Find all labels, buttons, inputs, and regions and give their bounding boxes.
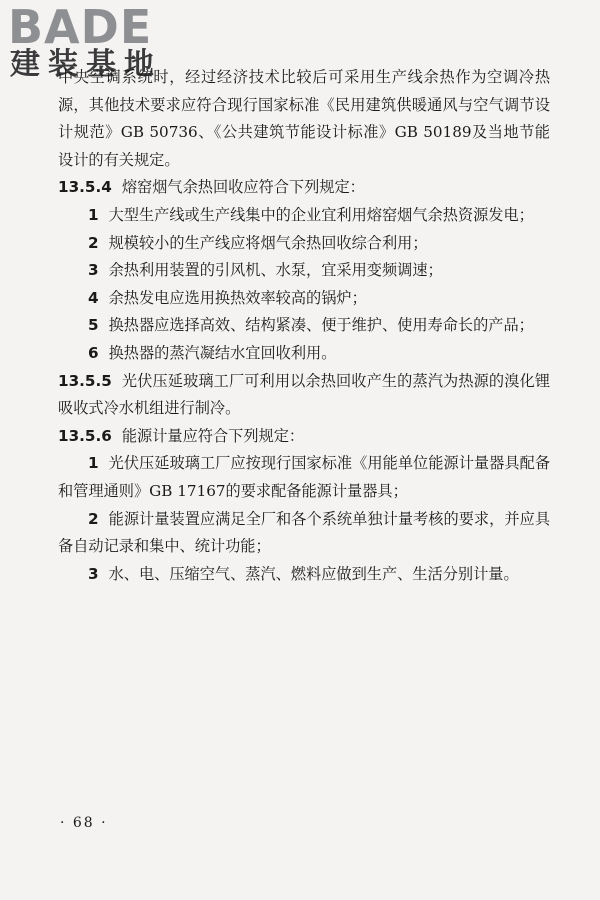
- list-item: [58, 312, 550, 340]
- clause-13-5-5: [58, 368, 550, 423]
- list-item: [58, 230, 550, 258]
- list-item: [58, 340, 550, 368]
- item-number: 2: [88, 233, 99, 252]
- item-text: 水、电、压缩空气、蒸汽、燃料应做到生产、生活分别计量。: [108, 564, 519, 583]
- list-item: [58, 506, 550, 561]
- item-number: 3: [88, 261, 99, 280]
- list-item: [58, 202, 550, 230]
- clause-number: 13.5.5: [58, 371, 112, 390]
- item-text: 大型生产线或生产线集中的企业宜利用熔窑烟气余热资源发电；: [108, 205, 534, 224]
- item-number: 1: [88, 205, 99, 224]
- document-body: [58, 64, 550, 588]
- item-text: 规模较小的生产线应将烟气余热回收综合利用；: [108, 233, 428, 252]
- logo-latin: BADE: [8, 0, 153, 54]
- list-item: [58, 450, 550, 505]
- list-item: [58, 285, 550, 313]
- item-text: 光伏压延玻璃工厂应按现行国家标准《用能单位能源计量器具配备和管理通则》GB 17167的要求配备能源计量器具；: [58, 454, 550, 500]
- item-number: 4: [88, 288, 99, 307]
- item-text: 余热发电应选用换热效率较高的锅炉；: [108, 288, 367, 307]
- item-number: 5: [88, 316, 99, 335]
- clause-number: 13.5.6: [58, 426, 112, 445]
- item-text: 能源计量装置应满足全厂和各个系统单独计量考核的要求，并应具备自动记录和集中、统计功能；: [58, 509, 550, 556]
- clause-13-5-4: [58, 174, 550, 202]
- logo-cjk: 建装基地: [10, 47, 162, 82]
- clause-text: 能源计量应符合下列规定：: [121, 426, 305, 445]
- item-number: 2: [88, 509, 99, 528]
- clause-text: 光伏压延玻璃工厂可利用以余热回收产生的蒸汽为热源的溴化锂吸收式冷水机组进行制冷。: [58, 371, 550, 418]
- item-text: 余热利用装置的引风机、水泵，宜采用变频调速；: [108, 261, 443, 280]
- clause-text: 熔窑烟气余热回收应符合下列规定：: [121, 178, 365, 197]
- item-text: 换热器应选择高效、结构紧凑、便于维护、使用寿命长的产品；: [108, 316, 534, 335]
- list-item: [58, 561, 550, 589]
- clause-13-5-6: [58, 423, 550, 451]
- item-number: 3: [88, 564, 99, 583]
- intro-paragraph: 中央空调系统时，经过经济技术比较后可采用生产线余热作为空调冷热源，其他技术要求应符合现行国家标准《民用建筑供暖通风与空气调节设计规范》GB 50736、《公共建筑节能设计标准》GB 50189及当地节能设计的有关规定。: [58, 68, 550, 169]
- list-item: [58, 257, 550, 285]
- page-number: · 68 ·: [60, 815, 108, 831]
- item-number: 6: [88, 343, 99, 362]
- clause-number: 13.5.4: [58, 178, 112, 197]
- item-number: 1: [88, 454, 99, 473]
- item-text: 换热器的蒸汽凝结水宜回收利用。: [108, 343, 337, 362]
